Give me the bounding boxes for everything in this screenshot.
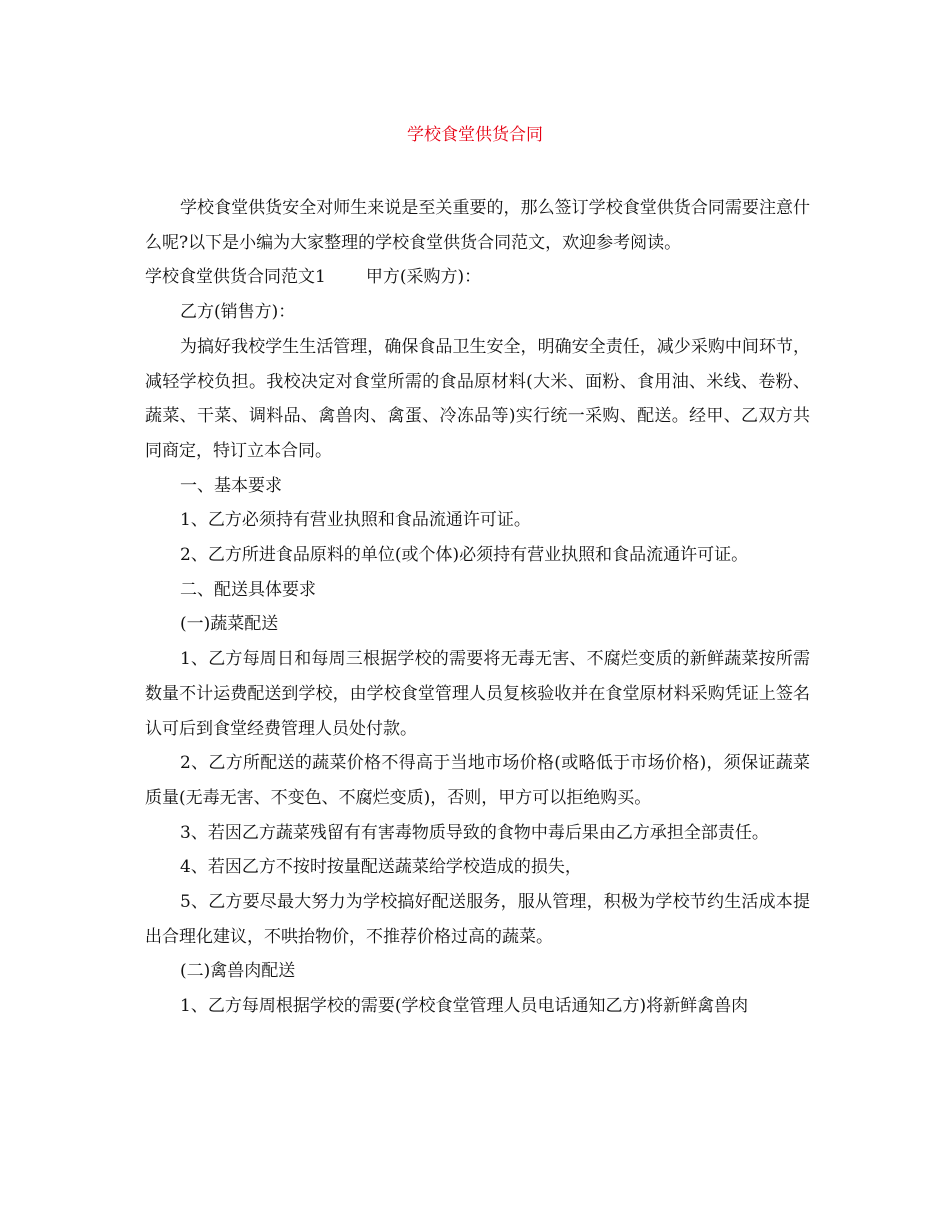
sample-line <box>145 260 810 295</box>
party-a-label: 甲方(采购方)： <box>365 267 482 288</box>
preamble-paragraph: 为搞好我校学生生活管理，确保食品卫生安全，明确安全责任，减少采购中间环节，减轻学校负担。我校决定对食堂所需的食品原材料(大米、面粉、食用油、米线、卷粉、蔬菜、干菜、调料品、禽兽肉、禽蛋、冷冻品等)实行统一采购、配送。经甲、乙双方共同商定，特订立本合同。 <box>145 336 810 461</box>
clause-item: 4、若因乙方不按时按量配送蔬菜给学校造成的损失， <box>180 857 582 878</box>
party-b-label: 乙方(销售方)： <box>180 302 296 323</box>
subsection-heading: (二)禽兽肉配送 <box>180 961 296 982</box>
sample-label: 学校食堂供货合同范文1 <box>145 267 326 288</box>
document-body <box>145 191 810 1024</box>
clause-item: 2、乙方所进食品原料的单位(或个体)必须持有营业执照和食品流通许可证。 <box>180 545 749 566</box>
clause-item: 1、乙方必须持有营业执照和食品流通许可证。 <box>180 510 531 531</box>
subsection-heading: (一)蔬菜配送 <box>180 614 279 635</box>
clause-item: 3、若因乙方蔬菜残留有有害毒物质导致的食物中毒后果由乙方承担全部责任。 <box>180 822 769 843</box>
clause-item: 1、乙方每周日和每周三根据学校的需要将无毒无害、不腐烂变质的新鲜蔬菜按所需数量不计运费配送到学校，由学校食堂管理人员复核验收并在食堂原材料采购凭证上签名认可后到食堂经费管理人员处付款。 <box>145 649 810 739</box>
document-title: 学校食堂供货合同 <box>407 125 543 145</box>
clause-item: 1、乙方每周根据学校的需要(学校食堂管理人员电话通知乙方)将新鲜禽兽肉 <box>180 996 749 1017</box>
clause-item: 2、乙方所配送的蔬菜价格不得高于当地市场价格(或略低于市场价格)，须保证蔬菜质量(无毒无害、不变色、不腐烂变质)，否则，甲方可以拒绝购买。 <box>145 753 810 808</box>
section-heading: 二、配送具体要求 <box>180 579 316 600</box>
clause-item: 5、乙方要尽最大努力为学校搞好配送服务，服从管理，积极为学校节约生活成本提出合理化建议，不哄抬物价，不推荐价格过高的蔬菜。 <box>145 892 810 947</box>
section-heading: 一、基本要求 <box>180 475 282 496</box>
intro-paragraph: 学校食堂供货安全对师生来说是至关重要的，那么签订学校食堂供货合同需要注意什么呢?以下是小编为大家整理的学校食堂供货合同范文，欢迎参考阅读。 <box>145 198 810 253</box>
